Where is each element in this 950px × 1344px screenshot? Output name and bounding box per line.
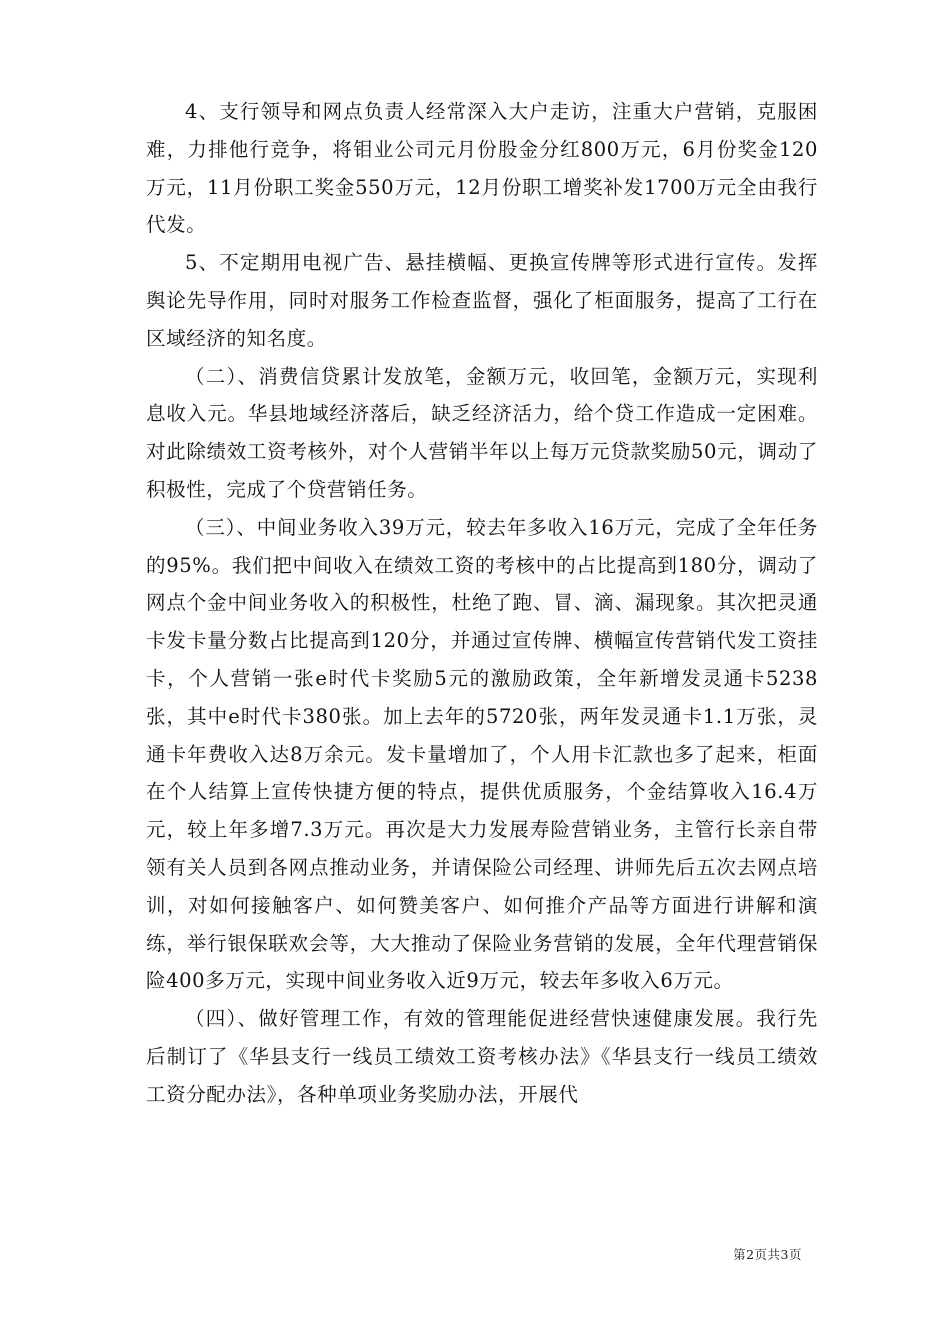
paragraph-intermediate-business: （三）、中间业务收入39万元，较去年多收入16万元，完成了全年任务的95%。我们把中间收入在绩效工资的考核中的占比提高到180分，调动了网点个金中间业务收入的积极性，杜绝了跑、冒、滴、漏现象。其次把灵通卡发卡量分数占比提高到120分，并通过宣传牌、横幅宣传营销代发工资挂卡，个人营销一张e时代卡奖励5元的激励政策，全年新增发灵通卡5238张，其中e时代卡380张。加上去年的5720张，两年发灵通卡1.1万张，灵通卡年费收入达8万余元。发卡量增加了，个人用卡汇款也多了起来，柜面在个人结算上宣传快捷方便的特点，提供优质服务，个金结算收入16.4万元，较上年多增7.3万元。再次是大力发展寿险营销业务，主管行长亲自带领有关人员到各网点推动业务，并请保险公司经理、讲师先后五次去网点培训，对如何接触客户、如何赞美客户、如何推介产品等方面进行讲解和演练，举行银保联欢会等，大大推动了保险业务营销的发展，全年代理营销保险400多万元，实现中间业务收入近9万元，较去年多收入6万元。 <box>146 515 818 993</box>
paragraph-customer-visits: 4、支行领导和网点负责人经常深入大户走访，注重大户营销，克服困难，力排他行竞争，将钼业公司元月份股金分红800万元，6月份奖金120万元，11月份职工奖金550万元，12月份职工增奖补发1700万元全由我行代发。 <box>146 100 818 237</box>
paragraph-consumer-credit: （二）、消费信贷累计发放笔，金额万元，收回笔，金额万元，实现利息收入元。华县地域经济落后，缺乏经济活力，给个贷工作造成一定困难。对此除绩效工资考核外，对个人营销半年以上每万元贷款奖励50元，调动了积极性，完成了个贷营销任务。 <box>146 364 818 501</box>
document-body <box>146 93 818 1114</box>
page-number: 第2页共3页 <box>733 1247 802 1262</box>
paragraph-advertising: 5、不定期用电视广告、悬挂横幅、更换宣传牌等形式进行宣传。发挥舆论先导作用，同时对服务工作检查监督，强化了柜面服务，提高了工行在区域经济的知名度。 <box>146 251 818 350</box>
paragraph-management: （四）、做好管理工作，有效的管理能促进经营快速健康发展。我行先后制订了《华县支行一线员工绩效工资考核办法》《华县支行一线员工绩效工资分配办法》，各种单项业务奖励办法，开展代 <box>146 1007 818 1106</box>
